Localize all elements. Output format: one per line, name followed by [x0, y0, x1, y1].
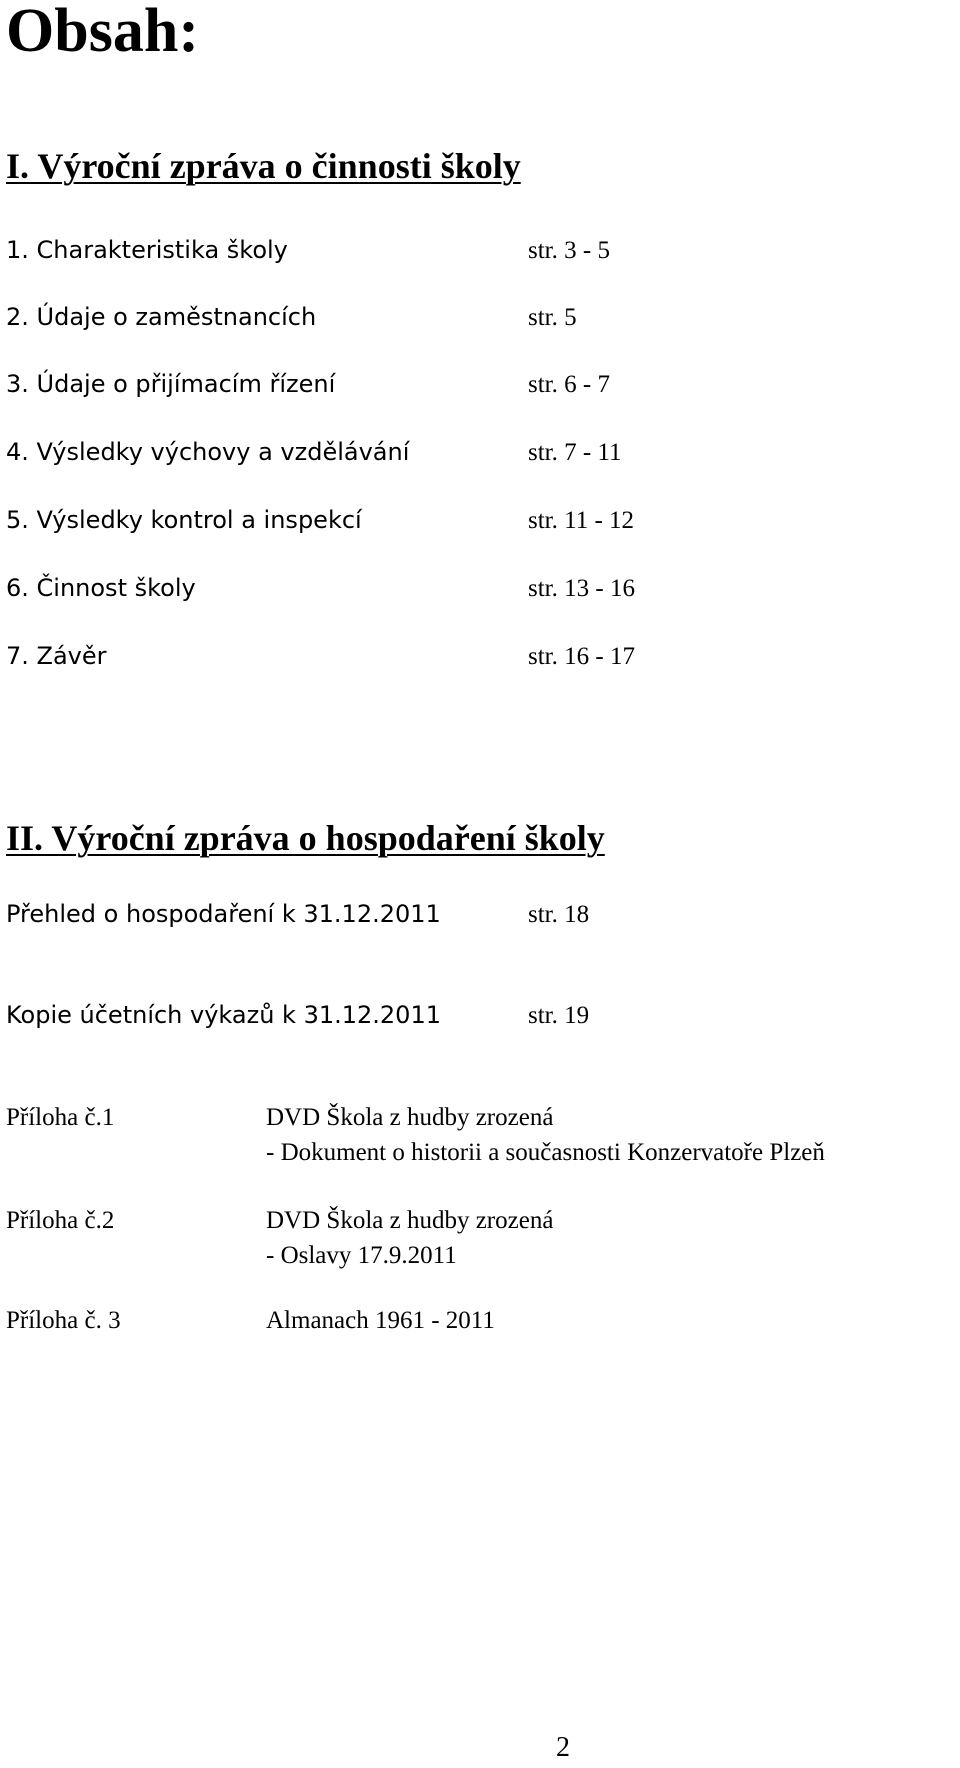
- attachment-1-detail: - Dokument o historii a současnosti Konzervatoře Plzeň: [266, 1139, 825, 1166]
- toc-item-2-pages: str. 5: [528, 304, 577, 331]
- finance-item-statements-pages: str. 19: [528, 1002, 590, 1029]
- section-heading-activity: I. Výroční zpráva o činnosti školy: [6, 146, 521, 186]
- finance-item-overview-label: Přehled o hospodaření k 31.12.2011: [6, 900, 441, 928]
- toc-item-3-pages: str. 6 - 7: [528, 371, 610, 398]
- toc-item-2-label: 2. Údaje o zaměstnancích: [6, 303, 317, 331]
- attachment-1-label: Příloha č.1: [6, 1104, 115, 1131]
- attachment-3-description: Almanach 1961 - 2011: [266, 1307, 495, 1334]
- toc-item-5-pages: str. 11 - 12: [528, 507, 635, 534]
- attachment-2-detail: - Oslavy 17.9.2011: [266, 1242, 457, 1269]
- toc-item-6-label: 6. Činnost školy: [6, 574, 196, 602]
- toc-item-3-label: 3. Údaje o přijímacím řízení: [6, 370, 336, 398]
- toc-item-5-label: 5. Výsledky kontrol a inspekcí: [6, 506, 362, 534]
- toc-item-6-pages: str. 13 - 16: [528, 575, 635, 602]
- finance-item-overview-pages: str. 18: [528, 901, 590, 928]
- toc-item-4-label: 4. Výsledky výchovy a vzdělávání: [6, 438, 410, 466]
- finance-item-statements-label: Kopie účetních výkazů k 31.12.2011: [6, 1001, 441, 1029]
- section-heading-finance: II. Výroční zpráva o hospodaření školy: [6, 818, 605, 858]
- attachment-2-label: Příloha č.2: [6, 1207, 115, 1234]
- toc-item-1-label: 1. Charakteristika školy: [6, 236, 288, 264]
- attachment-3-label: Příloha č. 3: [6, 1307, 121, 1334]
- toc-item-1-pages: str. 3 - 5: [528, 237, 610, 264]
- page-number: 2: [556, 1732, 570, 1763]
- toc-item-7-pages: str. 16 - 17: [528, 643, 635, 670]
- attachment-1-description: DVD Škola z hudby zrozená: [266, 1104, 554, 1131]
- page-title: Obsah:: [6, 0, 199, 65]
- attachment-2-description: DVD Škola z hudby zrozená: [266, 1207, 554, 1234]
- toc-item-7-label: 7. Závěr: [6, 642, 107, 670]
- toc-item-4-pages: str. 7 - 11: [528, 439, 622, 466]
